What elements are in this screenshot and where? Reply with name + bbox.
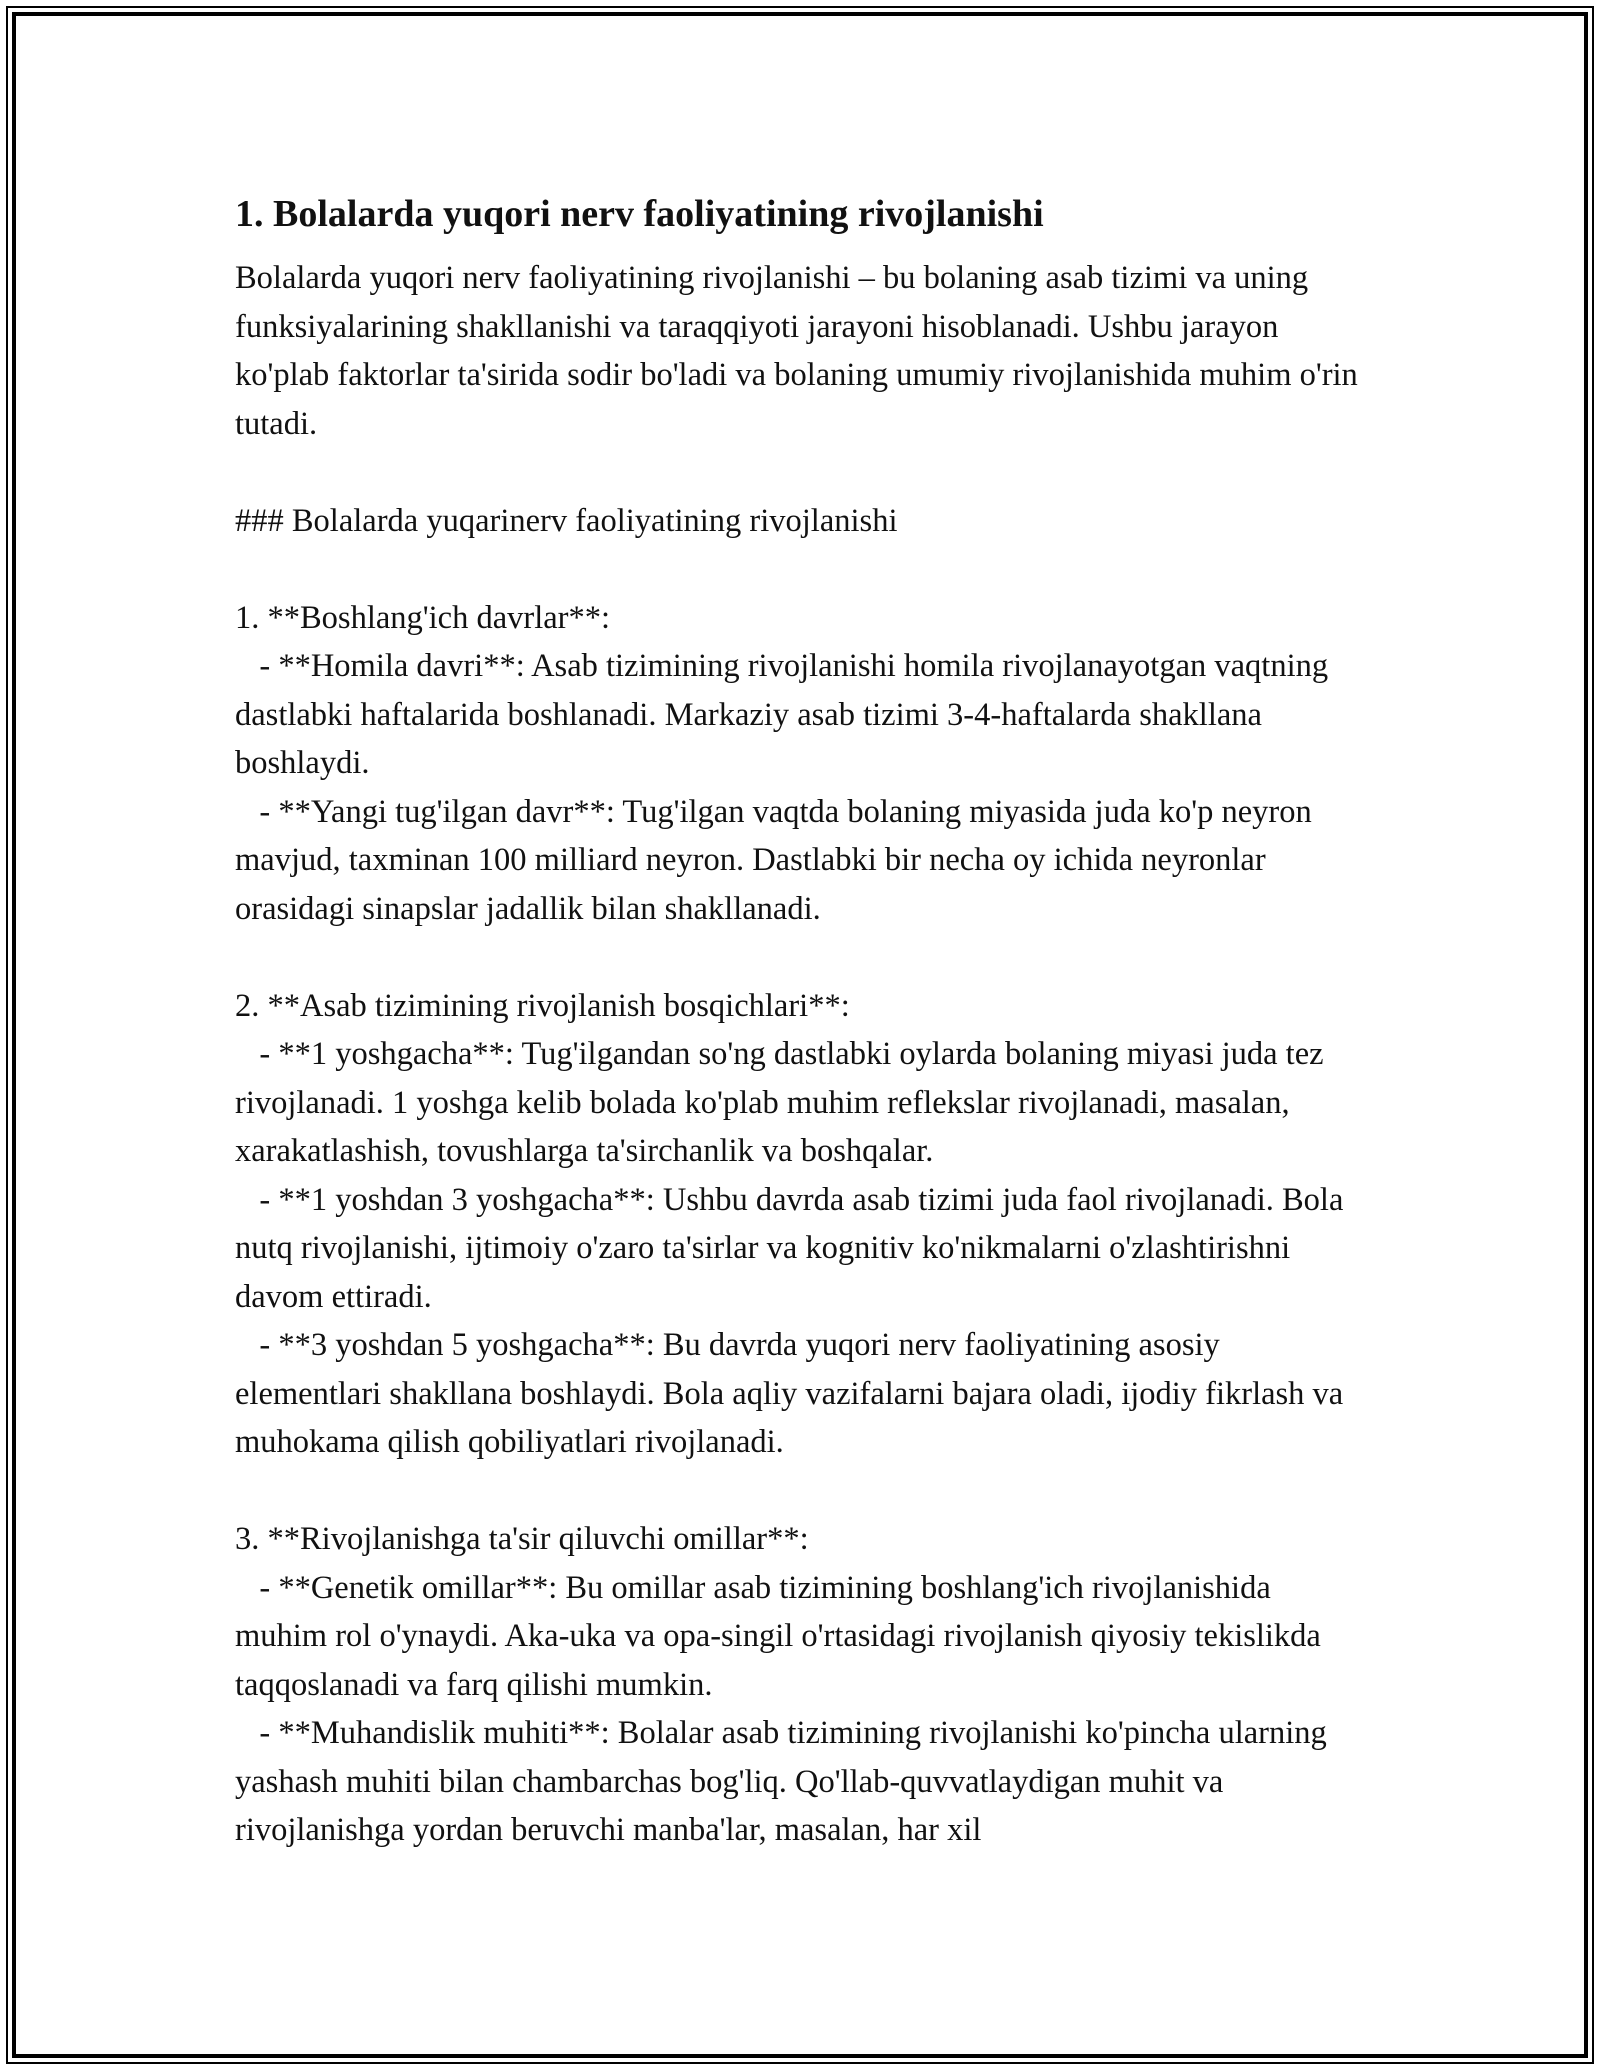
document-title: 1. Bolalarda yuqori nerv faoliyatining rivojlanishi [235, 193, 1044, 235]
document-body: Bolalarda yuqori nerv faoliyatining rivojlanishi – bu bolaning asab tizimi va uning funksiyalarining shakllanishi va taraqqiyoti jarayoni hisoblanadi. Ushbu jarayon ko'plab faktorlar ta'sirida sodir bo'ladi va bolaning umumiy rivojlanishida muhim o'rin tutadi. ### Bolalarda yuqarinerv faoliyatining rivojlanishi 1. **Boshlang'ich davrlar**: - **Homila davri**: Asab tizimining rivojlanishi homila rivojlanayotgan vaqtning dastlabki haftalarida boshlanadi. Markaziy asab tizimi 3-4-haftalarda shakllana boshlaydi. - **Yangi tug'ilgan davr**: Tug'ilgan vaqtda bolaning miyasida juda ko'p neyron mavjud, taxminan 100 milliard neyron. Dastlabki bir necha oy ichida neyronlar orasidagi sinapslar jadallik bilan shakllanadi. 2. **Asab tizimining rivojlanish bosqichlari**: - **1 yoshgacha**: Tug'ilgandan so'ng dastlabki oylarda bolaning miyasi juda tez rivojlanadi. 1 yoshga kelib bolada ko'plab muhim reflekslar rivojlanadi, masalan, xarakatlashish, tovushlarga ta'sirchanlik va boshqalar. - **1 yoshdan 3 yoshgacha**: Ushbu davrda asab tizimi juda faol rivojlanadi. Bola nutq rivojlanishi, ijtimoiy o'zaro ta'sirlar va kognitiv ko'nikmalarni o'zlashtirishni davom ettiradi. - **3 yoshdan 5 yoshgacha**: Bu davrda yuqori nerv faoliyatining asosiy elementlari shakllana boshlaydi. Bola aqliy vazifalarni bajara oladi, ijodiy fikrlash va muhokama qilish qobiliyatlari rivojlanadi. 3. **Rivojlanishga ta'sir qiluvchi omillar**: - **Genetik omillar**: Bu omillar asab tizimining boshlang'ich rivojlanishida muhim rol o'ynaydi. Aka-uka va opa-singil o'rtasidagi rivojlanish qiyosiy tekislikda taqqoslanadi va farq qilishi mumkin. - **Muhandislik muhiti**: Bolalar asab tizimining rivojlanishi ko'pincha ularning yashash muhiti bilan chambarchas bog'liq. Qo'llab-quvvatlaydigan muhit va rivojlanishga yordan beruvchi manba'lar, masalan, har xil [235, 260, 1358, 1848]
document-content [235, 186, 1370, 1855]
